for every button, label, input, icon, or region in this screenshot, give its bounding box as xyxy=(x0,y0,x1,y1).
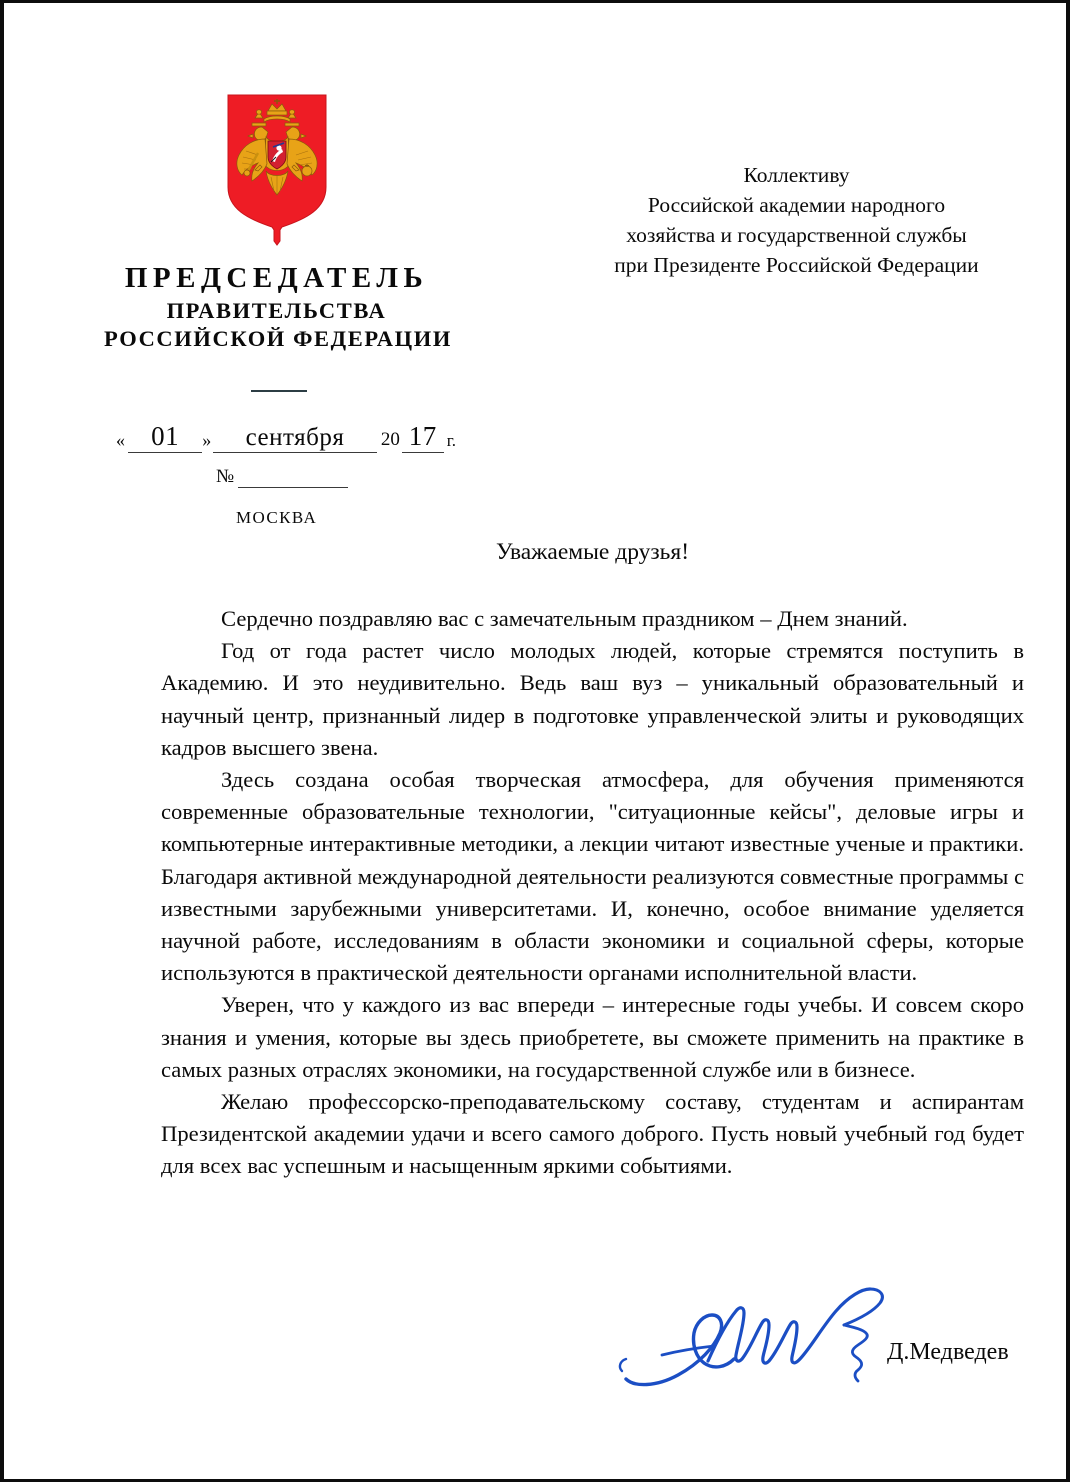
greeting: Уважаемые друзья! xyxy=(495,539,690,565)
city-label: МОСКВА xyxy=(236,508,318,527)
letterhead xyxy=(104,91,452,352)
letterhead-title-line3: РОССИЙСКОЙ ФЕДЕРАЦИИ xyxy=(104,325,452,351)
number-label: № xyxy=(216,466,235,487)
addressee-line-1: Коллективу xyxy=(743,163,850,187)
signer-name: Д.Медведев xyxy=(887,1339,1009,1365)
handwritten-signature-icon xyxy=(604,1275,1004,1395)
date-month-value: сентября xyxy=(245,424,345,451)
quote-open: « xyxy=(116,430,125,450)
body-paragraph-2: Год от года растет число молодых людей, которые стремятся поступить в Академию. И это неудивительно. Ведь ваш вуз – уникальный образовательный и научный центр, признанный лидер в подготовке управленческой элиты и руководящих кадров высшего звена. xyxy=(161,638,1024,760)
body-paragraph-4: Уверен, что у каждого из вас впереди – интересные годы учебы. И совсем скоро знания и умения, которые вы здесь приобретете, вы сможете применить на практике в самых разных отраслях экономики, на государственной службе или в бизнесе. xyxy=(161,992,1024,1082)
letterhead-title-line1: ПРЕДСЕДАТЕЛЬ xyxy=(124,262,429,294)
signature-block xyxy=(604,1275,1034,1405)
addressee-line-3: хозяйства и государственной службы xyxy=(626,223,967,248)
date-line xyxy=(116,421,456,453)
letter-body xyxy=(161,603,1024,1183)
quote-close: » xyxy=(202,430,212,450)
date-year-value: 17 xyxy=(408,421,437,451)
letterhead-title-line2: ПРАВИТЕЛЬСТВА xyxy=(166,298,387,324)
document-number-field[interactable] xyxy=(238,467,348,488)
year-suffix: г. xyxy=(446,431,456,450)
body-paragraph-5: Желаю профессорско-преподавательскому составу, студентам и аспирантам Президентской академии удачи и всего самого доброго. Пусть новый учебный год будет для всех вас успешным и насыщенным яркими событиями. xyxy=(161,1089,1024,1179)
date-year-field[interactable] xyxy=(402,421,444,453)
addressee-block xyxy=(564,160,1029,280)
century-prefix: 20 xyxy=(380,429,400,450)
addressee-line-4: при Президенте Российской Федерации xyxy=(614,253,979,278)
date-block xyxy=(116,401,456,453)
letterhead-title xyxy=(104,262,452,352)
letterhead-divider xyxy=(251,390,307,392)
document-number-block xyxy=(216,466,348,488)
body-paragraph-1: Сердечно поздравляю вас с замечательным праздником – Днем знаний. xyxy=(221,606,908,631)
coat-of-arms-icon xyxy=(104,91,449,246)
date-day-field[interactable] xyxy=(128,421,202,453)
date-month-field[interactable] xyxy=(213,424,377,453)
addressee-line-2: Российской академии народного xyxy=(647,193,946,218)
body-paragraph-3: Здесь создана особая творческая атмосфера, для обучения применяются современные образовательные технологии, "ситуационные кейсы", деловые игры и компьютерные интерактивные методики, а лекции читают известные ученые и практики. Благодаря активной международной деятельности реализуются совместные программы с известными зарубежными университетами. И, конечно, особое внимание уделяется научной работе, исследованиям в области экономики и социальной сферы, которые используются в практической деятельности органами исполнительной власти. xyxy=(161,767,1024,986)
date-day-value: 01 xyxy=(151,421,180,451)
